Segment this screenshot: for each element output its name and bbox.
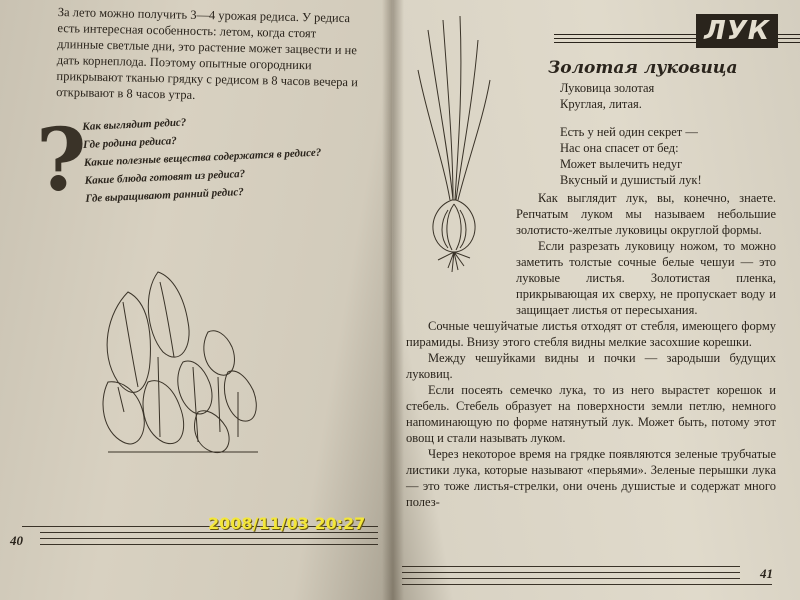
footer-rule bbox=[402, 572, 740, 573]
paragraph: Сочные чешуйчатые листья отходят от стебля, имеющего форму пирамиды. Внизу этого стебля видны мелкие засохшие корешки. bbox=[406, 319, 776, 349]
question-mark-icon: ? bbox=[36, 110, 87, 211]
poem-line: Есть у ней один секрет — bbox=[560, 125, 698, 139]
book-gutter bbox=[382, 0, 404, 600]
poem-line: Нас она спасет от бед: bbox=[560, 141, 679, 155]
paragraph: Через некоторое время на грядке появляются зеленые трубчатые листики лука, которые называют «перьями». Зеленые перышки лука — это тоже листья-стрелки, они очень душистые и содержат много полез- bbox=[406, 447, 776, 509]
footer-rule bbox=[402, 566, 740, 567]
question-item: Какие полезные вещества содержатся в редисе? bbox=[83, 146, 322, 169]
radish-illustration bbox=[88, 262, 278, 462]
poem-line: Вкусный и душистый лук! bbox=[560, 173, 702, 187]
question-item: Где родина редиса? bbox=[82, 134, 177, 151]
paragraph: Если разрезать луковицу ножом, то можно заметить толстые сочные белые чешуи — это луковые листья. Золотистая пленка, прикрывающая их сверху, не пропускает воду и защищает листья от пересыхания. bbox=[516, 239, 776, 317]
section-header bbox=[554, 14, 800, 48]
footer-rule bbox=[402, 584, 772, 585]
right-page bbox=[392, 0, 800, 600]
poem bbox=[560, 80, 702, 188]
paragraph: Как выглядит лук, вы, конечно, знаете. Репчатым луком мы называем небольшие золотисто-желтые луковицы округлой формы. bbox=[516, 191, 776, 237]
footer-rule bbox=[40, 544, 378, 545]
paragraph: Если посеять семечко лука, то из него вырастет корешок и стебель. Стебель образует на поверхности земли петлю, немного напоминающую по форме натянутый лук. Может быть, потому этот овощ и стали называть луком. bbox=[406, 383, 776, 445]
section-title: ЛУК bbox=[696, 14, 778, 48]
date-stamp: 2008/11/03 20:27 bbox=[208, 514, 366, 533]
poem-line: Луковица золотая bbox=[560, 81, 655, 95]
question-item: Какие блюда готовят из редиса? bbox=[84, 167, 246, 187]
page-number: 40 bbox=[10, 533, 23, 548]
poem-line: Круглая, литая. bbox=[560, 97, 642, 111]
page-number: 41 bbox=[760, 566, 773, 581]
question-item: Как выглядит редис? bbox=[82, 116, 187, 133]
intro-paragraph: За лето можно получить 3—4 урожая редиса. У редиса есть интересная особенность: летом, когда стоят длинные светлые дни, это растение может зацвести и не дать корнеплода. Поэтому опытные огородники прикрывают тканью грядку с редисом в 8 часов вечера и открывают в 8 часов утра. bbox=[56, 4, 359, 102]
footer-rule bbox=[40, 538, 378, 539]
paragraph: Между чешуйками видны и почки — зародыши будущих луковиц. bbox=[406, 351, 776, 381]
question-list bbox=[82, 106, 356, 208]
poem-line: Может вылечить недуг bbox=[560, 157, 683, 171]
poem-title: Золотая луковица bbox=[548, 58, 738, 78]
article-body bbox=[406, 190, 776, 510]
question-item: Где выращивают ранний редис? bbox=[85, 186, 244, 205]
left-page bbox=[0, 0, 392, 600]
footer-rule bbox=[402, 578, 740, 579]
